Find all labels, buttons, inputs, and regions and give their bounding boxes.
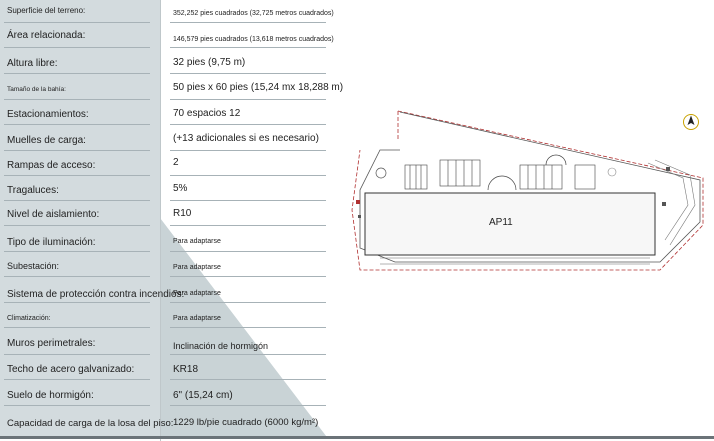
spec-label: Techo de acero galvanizado: <box>7 364 135 375</box>
spec-label: Estacionamientos: <box>7 109 89 120</box>
spec-label: Muelles de carga: <box>7 135 86 146</box>
spec-label: Rampas de acceso: <box>7 160 96 171</box>
spec-value: 32 pies (9,75 m) <box>173 57 246 68</box>
spec-label: Tipo de iluminación: <box>7 237 96 248</box>
spec-label: Climatización: <box>7 315 51 322</box>
spec-value: 70 espacios 12 <box>173 108 241 119</box>
spec-label: Sistema de protección contra incendios: <box>7 289 185 300</box>
north-arrow-icon <box>682 113 700 131</box>
spec-value: Para adaptarse <box>173 315 221 322</box>
spec-label: Nivel de aislamiento: <box>7 209 100 220</box>
spec-label: Capacidad de carga de la losa del piso: <box>7 418 174 429</box>
spec-label: Superficie del terreno: <box>7 6 86 15</box>
spec-value: (+13 adicionales si es necesario) <box>173 133 319 144</box>
spec-table <box>0 0 344 441</box>
spec-value: Para adaptarse <box>173 264 221 271</box>
spec-value: Inclinación de hormigón <box>173 341 269 351</box>
spec-value: 50 pies x 60 pies (15,24 mx 18,288 m) <box>173 82 344 93</box>
spec-label: Tamaño de la bahía: <box>7 86 66 93</box>
spec-value: 146,579 pies cuadrados (13,618 metros cuadrados) <box>173 36 334 43</box>
spec-label: Suelo de hormigón: <box>7 390 94 401</box>
spec-value: 352,252 pies cuadrados (32,725 metros cuadrados) <box>173 10 334 17</box>
spec-value: KR18 <box>173 364 199 375</box>
building-label: AP11 <box>489 217 513 228</box>
spec-value: 2 <box>173 157 179 168</box>
spec-value: R10 <box>173 208 192 219</box>
bottom-divider <box>0 436 714 439</box>
spec-value: Para adaptarse <box>173 238 221 245</box>
spec-label: Área relacionada: <box>7 30 86 41</box>
spec-value: Para adaptarse <box>173 290 221 297</box>
spec-value: 6" (15,24 cm) <box>173 390 233 401</box>
spec-value: 5% <box>173 183 188 194</box>
spec-label: Altura libre: <box>7 58 58 69</box>
site-plan <box>335 100 714 290</box>
spec-label: Tragaluces: <box>7 185 59 196</box>
spec-value: 1229 lb/pie cuadrado (6000 kg/m²) <box>173 417 319 428</box>
spec-label: Muros perimetrales: <box>7 338 96 349</box>
spec-label: Subestación: <box>7 261 60 271</box>
